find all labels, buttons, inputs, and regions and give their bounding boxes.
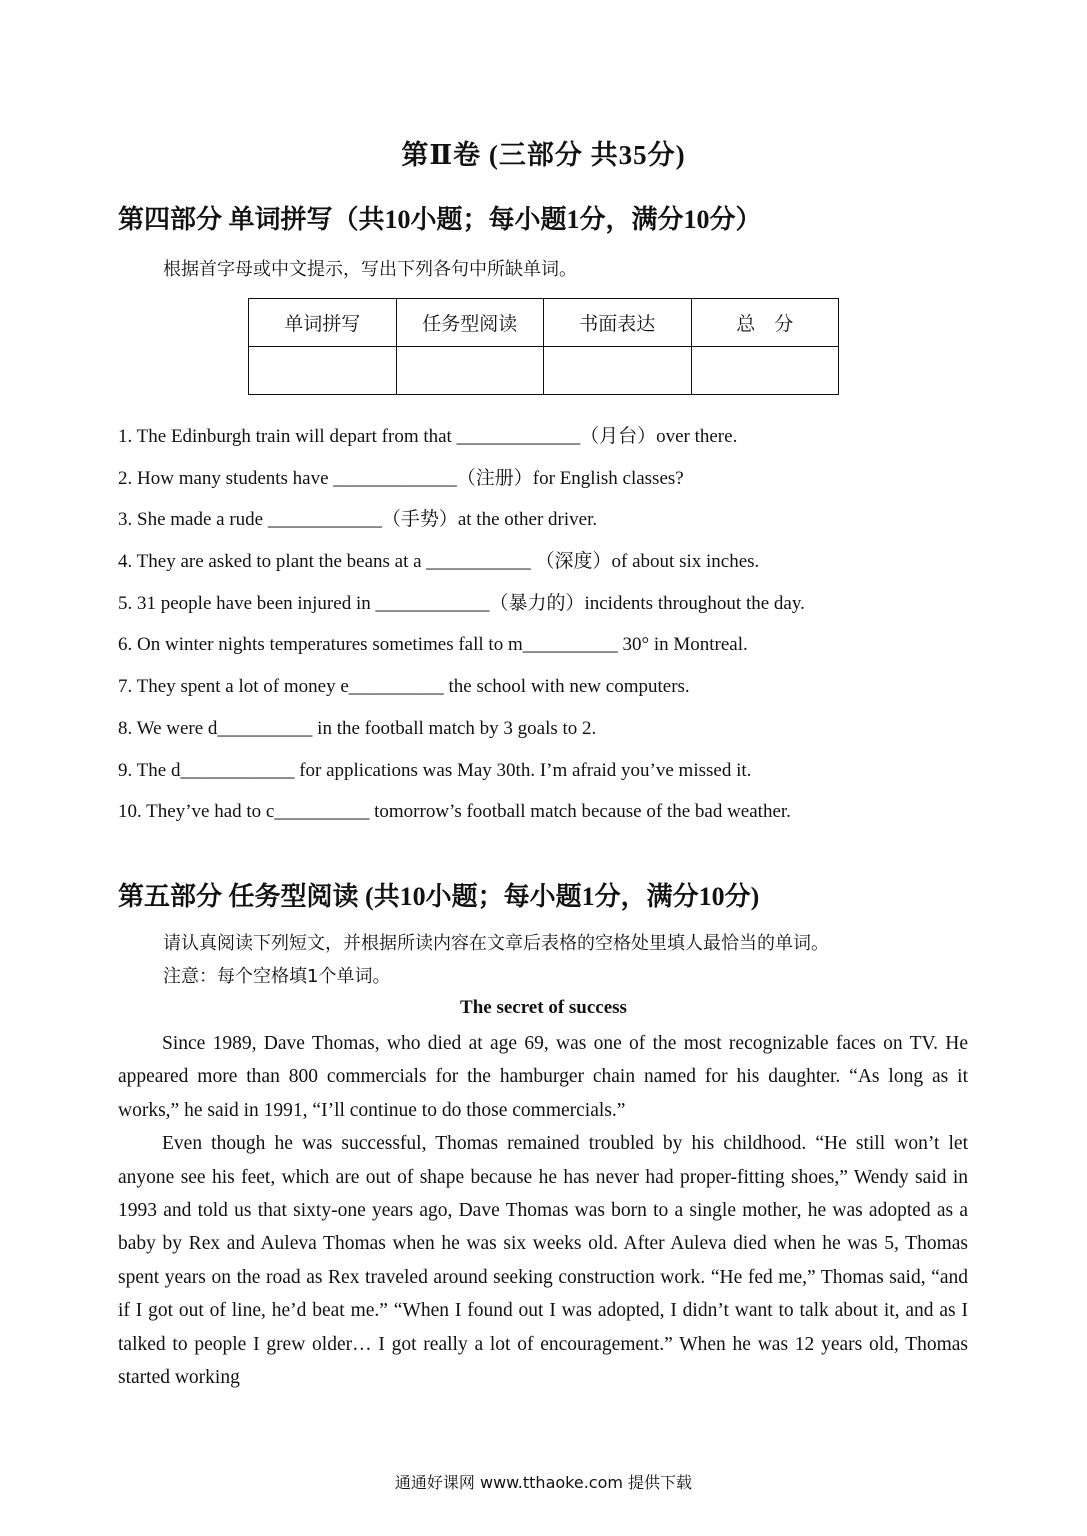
passage-paragraph: Even though he was successful, Thomas remained troubled by his childhood. “He still won’t let anyone see his feet, which are out of shape because he has never had proper-fitting shoes,” Wendy said in 1993 and told us that sixty-one years ago, Dave Thomas was born to a single mother, he was adopted as a baby by Rex and Auleva Thomas when he was six weeks old. After Auleva died when he was 5, Thomas spent years on the road as Rex traveled around seeking construction work. “He fed me,” Thomas said, “and if I got out of line, he’d beat me.” “When I found out I was adopted, I didn’t want to talk about it, and as I talked to people I grew older… I got really a lot of encouragement.” When he was 12 years old, Thomas started working <box>118 1133 968 1389</box>
page-footer: 通通好课网 www.tthaoke.com 提供下载 <box>394 1473 693 1492</box>
score-table <box>248 298 839 395</box>
part4-instruction: 根据首字母或中文提示，写出下列各句中所缺单词。 <box>163 259 577 280</box>
passage-paragraph: Since 1989, Dave Thomas, who died at age 69, was one of the most recognizable faces on TV. He appeared more than 800 commercials for the hamburger chain named for his daughter. “As long as it works,” he said in 1991, “I’ll continue to do those commercials.” <box>118 1033 968 1121</box>
score-cell-writing[interactable] <box>544 347 692 395</box>
question-item: 9. The d____________ for applications was May 30th. I’m afraid you’ve missed it. <box>118 759 752 781</box>
question-item: 7. They spent a lot of money e__________ the school with new computers. <box>118 676 690 698</box>
question-item: 1. The Edinburgh train will depart from that _____________（月台）over there. <box>118 426 738 447</box>
part5-instruction: 请认真阅读下列短文，并根据所读内容在文章后表格的空格处里填人最恰当的单词。 <box>163 933 829 954</box>
paper-title: 第Ⅱ卷 (三部分 共35分) <box>401 140 686 170</box>
question-item: 2. How many students have _____________（注册）for English classes? <box>118 467 684 489</box>
question-item: 10. They’ve had to c__________ tomorrow’s football match because of the bad weather. <box>118 801 791 823</box>
part5-heading: 第五部分 任务型阅读 (共10小题；每小题1分，满分10分) <box>118 882 760 911</box>
part4-heading: 第四部分 单词拼写（共10小题；每小题1分，满分10分） <box>118 205 762 234</box>
score-header-task-reading: 任务型阅读 <box>396 299 544 347</box>
part5-note: 注意：每个空格填1个单词。 <box>163 966 391 987</box>
question-item: 5. 31 people have been injured in ____________（暴力的）incidents throughout the day. <box>118 592 805 614</box>
reading-passage <box>118 1027 968 1394</box>
question-item: 3. She made a rude ____________（手势）at the other driver. <box>118 509 598 531</box>
question-item: 6. On winter nights temperatures sometimes fall to m__________ 30° in Montreal. <box>118 634 748 656</box>
passage-title: The secret of success <box>460 997 627 1018</box>
score-cell-task-reading[interactable] <box>396 347 544 395</box>
score-table-blank-row <box>249 347 839 395</box>
question-list <box>118 421 978 838</box>
score-cell-spelling[interactable] <box>249 347 397 395</box>
score-cell-total[interactable] <box>691 347 839 395</box>
question-item: 8. We were d__________ in the football match by 3 goals to 2. <box>118 717 597 739</box>
score-header-total: 总 分 <box>691 299 839 347</box>
question-item: 4. They are asked to plant the beans at a ___________ （深度）of about six inches. <box>118 551 760 573</box>
score-header-spelling: 单词拼写 <box>249 299 397 347</box>
score-header-writing: 书面表达 <box>544 299 692 347</box>
score-table-header-row <box>249 299 839 347</box>
